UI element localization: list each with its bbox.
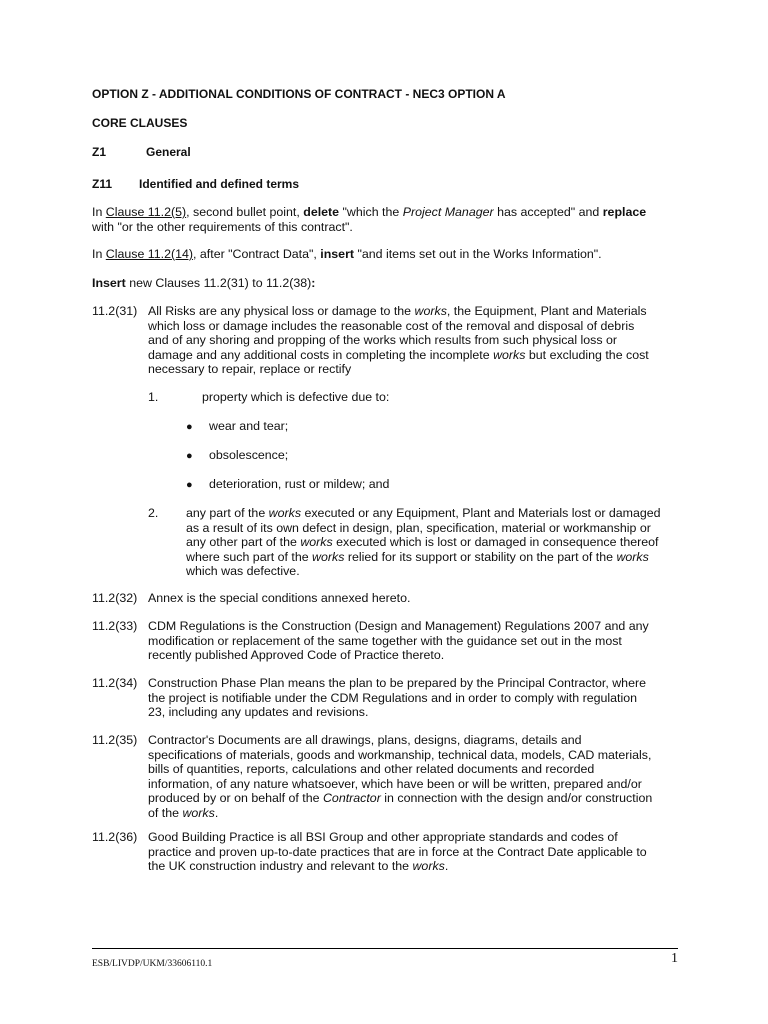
definition-good-building-practice: Good Building Practice is all BSI Group and other appropriate standards and codes of practice and proven up-to-date practices that are in force at the Contract Date applicable to the UK construction industry and relevant to the works. [148, 830, 647, 873]
definition-annex: Annex is the special conditions annexed hereto. [148, 591, 411, 605]
list-item-number: 1. [148, 390, 159, 404]
definition-number: 11.2(34) [92, 676, 138, 690]
document-title: OPTION Z - ADDITIONAL CONDITIONS OF CONTRACT - NEC3 OPTION A [92, 87, 506, 101]
clause-z11-number: Z11 [92, 177, 113, 191]
bullet-item: deterioration, rust or mildew; and [209, 477, 390, 491]
document-reference: ESB/LIVDP/UKM/33606110.1 [92, 959, 213, 969]
definition-contractors-documents: Contractor's Documents are all drawings, plans, designs, diagrams, details and specifications of materials, goods and workmanship, technical data, models, CAD materials, bills of quantities, reports, calculations and other related documents and recorded information, of any nature whatsoever, which have been or will be written, prepared and/or produced by or on behalf of the Contractor in connection with the design and/or construction of the works. [148, 733, 653, 820]
bullet-item: wear and tear; [209, 419, 289, 433]
amendment-paragraph-3: Insert new Clauses 11.2(31) to 11.2(38): [92, 276, 316, 290]
definition-number: 11.2(31) [92, 304, 138, 318]
definition-cdm-regulations: CDM Regulations is the Construction (Design and Management) Regulations 2007 and any modification or replacement of the same together with the guidance set out in the most recently published Approved Code of Practice thereto. [148, 619, 649, 662]
list-item-number: 2. [148, 506, 159, 520]
footer-divider [92, 948, 678, 949]
clause-z11-title: Identified and defined terms [139, 177, 300, 191]
bullet-icon: ● [186, 479, 193, 491]
definition-number: 11.2(35) [92, 733, 138, 747]
clause-reference: Clause 11.2(5) [105, 205, 187, 219]
clause-z1-title: General [146, 145, 191, 159]
clause-z1-number: Z1 [92, 145, 107, 159]
bullet-item: obsolescence; [209, 448, 289, 462]
definition-number: 11.2(36) [92, 830, 138, 844]
definition-all-risks: All Risks are any physical loss or damage to the works, the Equipment, Plant and Materials which loss or damage includes the reasonable cost of the removal and disposal of debris and of any shoring and propping of the works which results from such physical loss or damage and any additional costs in completing the incomplete works but excluding the cost necessary to repair, replace or rectify [148, 304, 649, 376]
definition-construction-phase-plan: Construction Phase Plan means the plan to be prepared by the Principal Contractor, where the project is notifiable under the CDM Regulations and in order to comply with regulation 23, including any updates and revisions. [148, 676, 646, 719]
definition-number: 11.2(32) [92, 591, 138, 605]
clause-reference: Clause 11.2(14) [105, 247, 194, 261]
list-item-text: property which is defective due to: [202, 390, 390, 404]
amendment-paragraph-2: In Clause 11.2(14), after "Contract Data", insert "and items set out in the Works Information". [92, 247, 602, 261]
section-heading: CORE CLAUSES [92, 116, 188, 130]
page-number: 1 [671, 951, 678, 966]
bullet-icon: ● [186, 421, 193, 433]
amendment-paragraph-1: In Clause 11.2(5), second bullet point, delete "which the Project Manager has accepted" and replace with "or the other requirements of this contract". [92, 205, 647, 234]
definition-number: 11.2(33) [92, 619, 138, 633]
bullet-icon: ● [186, 450, 193, 462]
list-item-text: any part of the works executed or any Equipment, Plant and Materials lost or damaged as a result of its own defect in design, plan, specification, material or workmanship or any other part of the works executed which is lost or damaged in consequence thereof where such part of the works relied for its support or stability on the part of the works which was defective. [186, 506, 661, 578]
